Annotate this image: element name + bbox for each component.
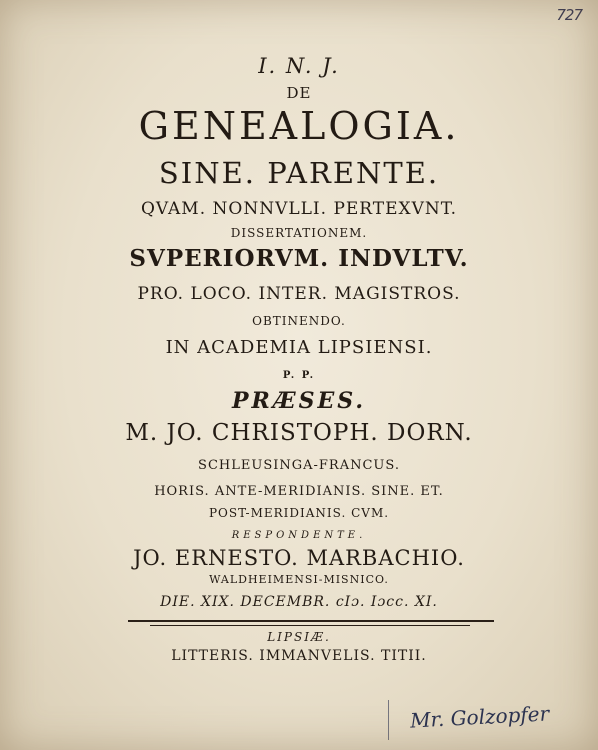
pp-line: P. P. [282,370,316,381]
respondent-origin: WALDHEIMENSI-MISNICO. [209,573,389,586]
shelfmark-number: 727 [556,6,582,24]
superiorum-line: SVPERIORVM. INDVLTV. [129,245,469,272]
divider-rule [128,620,494,622]
invocation: I. N. J. [258,54,340,78]
praeses-origin: SCHLEUSINGA-FRANCUS. [198,458,400,473]
obtinendo-line: OBTINENDO. [252,314,346,328]
dissertationem-line: DISSERTATIONEM. [230,226,368,240]
de-line: DE [286,84,312,102]
respondent-name: JO. ERNESTO. MARBACHIO. [133,546,465,570]
praeses-label: PRÆSES. [232,388,366,414]
praeses-name: M. JO. CHRISTOPH. DORN. [125,420,473,446]
pro-loco-line: PRO. LOCO. INTER. MAGISTROS. [137,284,461,304]
disputation-date: DIE. XIX. DECEMBR. cIɔ. Iɔcc. XI. [160,594,438,610]
imprint-printer: LITTERIS. IMMANVELIS. TITII. [171,648,427,664]
academia-line: IN ACADEMIA LIPSIENSI. [165,337,433,358]
subtitle: SINE. PARENTE. [158,156,440,190]
handwritten-signature: Mr. Golzopfer [409,701,550,733]
horis-line-2: POST-MERIDIANIS. CVM. [208,506,390,520]
main-title: GENEALOGIA. [138,104,460,148]
quam-line: QVAM. NONNVLLI. PERTEXVNT. [140,199,458,219]
imprint-place: LIPSIÆ. [267,630,331,644]
horis-line-1: HORIS. ANTE-MERIDIANIS. SINE. ET. [154,484,444,499]
respondente-label: RESPONDENTE. [231,530,367,541]
divider-rule-thin [150,625,470,626]
signature-mark [388,700,389,740]
